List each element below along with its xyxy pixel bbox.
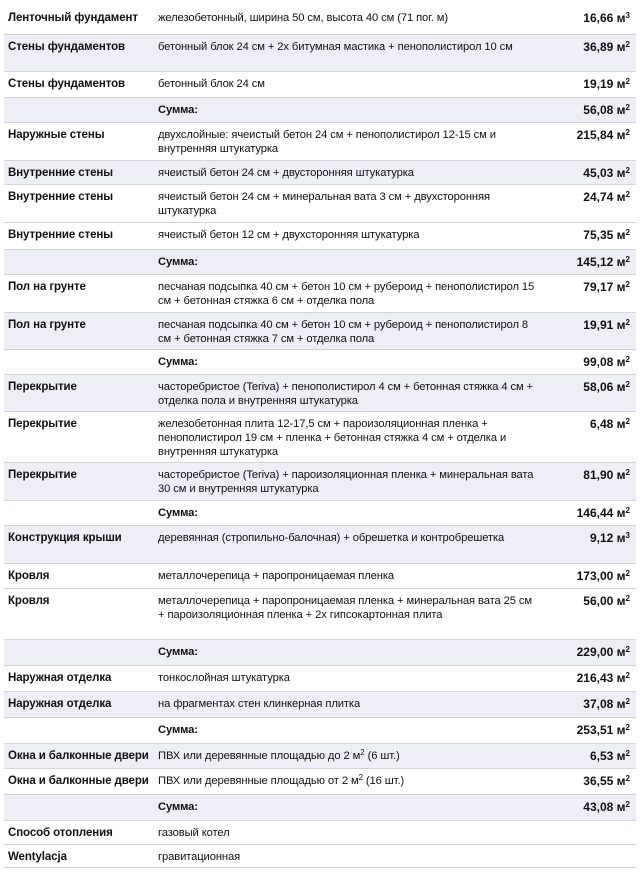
element-description xyxy=(158,128,536,156)
description-text: Сумма: xyxy=(158,104,198,116)
description-text: металлочерепица + паропроницаемая пленка + минеральная вата 25 см + пароизоляционная пленка + 2х гипсокартонная плита xyxy=(158,595,532,621)
quantity-unit: м xyxy=(616,40,626,54)
table-row xyxy=(4,564,636,589)
quantity-exponent: 2 xyxy=(625,774,630,783)
quantity-unit: м xyxy=(616,280,626,294)
quantity-number: 16,66 xyxy=(583,11,614,25)
table-row xyxy=(4,123,636,161)
table-row xyxy=(4,526,636,564)
quantity-number: 58,06 xyxy=(583,380,614,394)
quantity-value xyxy=(577,645,630,659)
sum-label xyxy=(158,645,536,659)
element-description xyxy=(158,318,536,346)
quantity-unit: м xyxy=(616,103,626,117)
description-text: на фрагментах стен клинкерная плитка xyxy=(158,698,361,710)
quantity-value xyxy=(583,774,630,788)
sum-label xyxy=(158,723,536,737)
quantity-number: 36,55 xyxy=(583,774,614,788)
table-row xyxy=(4,375,636,412)
quantity-value xyxy=(583,800,630,814)
quantity-number: 43,08 xyxy=(583,800,614,814)
quantity-exponent: 3 xyxy=(625,11,630,20)
quantity-exponent: 2 xyxy=(625,697,630,706)
table-row xyxy=(4,161,636,185)
quantity-value xyxy=(583,166,630,180)
description-text: деревянная (стропильно-балочная) + обрешетка и контробрешетка xyxy=(158,532,505,544)
quantity-number: 81,90 xyxy=(583,468,614,482)
description-text: бетонный блок 24 см + 2х битумная мастика + пенополистирол 10 см xyxy=(158,41,513,53)
description-text: песчаная подсыпка 40 см + бетон 10 см + рубероид + пенополистирол 8 см + бетонная стяжка 7 см + отделка пола xyxy=(158,319,529,345)
quantity-exponent: 2 xyxy=(625,645,630,654)
quantity-exponent: 2 xyxy=(625,228,630,237)
description-text: железобетонная плита 12-17,5 см + пароизоляционная пленка + пенополистирол 19 см + пленка + бетонная стяжка 4 см + отделка и внутренняя штукатурка xyxy=(158,418,507,458)
description-text: двухслойные: ячеистый бетон 24 см + пенополистирол 12-15 см и внутренняя штукатурка xyxy=(158,129,496,155)
quantity-number: 79,17 xyxy=(583,280,614,294)
quantity-value xyxy=(583,280,630,294)
table-row xyxy=(4,744,636,769)
table-row xyxy=(4,185,636,223)
quantity-exponent: 2 xyxy=(625,166,630,175)
quantity-number: 173,00 xyxy=(576,569,614,583)
quantity-unit: м xyxy=(616,190,626,204)
element-description xyxy=(158,749,536,763)
table-row xyxy=(4,769,636,795)
sum-row xyxy=(4,250,636,275)
quantity-value xyxy=(583,11,630,25)
quantity-unit: м xyxy=(616,531,626,545)
quantity-unit: м xyxy=(616,645,626,659)
table-row xyxy=(4,313,636,350)
sum-label xyxy=(158,800,536,814)
element-description xyxy=(158,280,536,308)
quantity-exponent: 2 xyxy=(625,40,630,49)
description-text: газовый котел xyxy=(158,827,230,839)
quantity-exponent: 2 xyxy=(625,255,630,264)
quantity-value xyxy=(583,380,630,394)
element-name: Конструкция крыши xyxy=(8,532,122,544)
table-row xyxy=(4,35,636,72)
quantity-value xyxy=(583,318,630,332)
element-description xyxy=(158,850,536,864)
quantity-exponent: 2 xyxy=(625,723,630,732)
sum-label xyxy=(158,103,536,117)
element-description xyxy=(158,380,536,408)
description-text: тонкослойная штукатурка xyxy=(158,672,290,684)
quantity-value xyxy=(577,671,630,685)
element-name: Наружные стены xyxy=(8,129,105,141)
quantity-exponent: 2 xyxy=(625,190,630,199)
element-description xyxy=(158,11,536,25)
quantity-exponent: 2 xyxy=(625,671,630,680)
quantity-value xyxy=(583,594,630,608)
quantity-number: 6,48 xyxy=(589,417,614,431)
quantity-value xyxy=(583,77,630,91)
quantity-unit: м xyxy=(616,697,626,711)
quantity-unit: м xyxy=(616,671,626,685)
element-name: Ленточный фундамент xyxy=(8,12,138,24)
sum-row xyxy=(4,640,636,666)
element-name: Перекрытие xyxy=(8,381,77,393)
sum-row xyxy=(4,795,636,821)
table-row xyxy=(4,845,636,868)
element-name: Кровля xyxy=(8,570,50,582)
quantity-exponent: 2 xyxy=(625,128,630,137)
quantity-value xyxy=(577,723,630,737)
sum-row xyxy=(4,501,636,526)
description-tail: (6 шт.) xyxy=(364,750,400,762)
quantity-value xyxy=(590,749,630,763)
quantity-exponent: 2 xyxy=(625,569,630,578)
table-row xyxy=(4,6,636,35)
sum-label xyxy=(158,355,536,369)
element-name: Перекрытие xyxy=(8,469,77,481)
element-description xyxy=(158,671,536,685)
quantity-value xyxy=(590,417,630,431)
quantity-number: 56,08 xyxy=(583,103,614,117)
quantity-number: 37,08 xyxy=(583,697,614,711)
element-description xyxy=(158,531,536,545)
quantity-value xyxy=(577,506,630,520)
quantity-exponent: 2 xyxy=(625,800,630,809)
quantity-exponent: 2 xyxy=(625,355,630,364)
description-text: ячеистый бетон 24 см + двусторонняя штукатурка xyxy=(158,167,414,179)
description-exponent: 2 xyxy=(360,748,365,757)
table-row xyxy=(4,72,636,98)
element-description xyxy=(158,166,536,180)
element-name: Наружная отделка xyxy=(8,672,112,684)
description-text: Сумма: xyxy=(158,801,198,813)
quantity-unit: м xyxy=(616,380,626,394)
table-row xyxy=(4,275,636,313)
quantity-number: 253,51 xyxy=(576,723,614,737)
quantity-unit: м xyxy=(616,355,626,369)
description-text: ПВХ или деревянные площадью от 2 м xyxy=(158,775,359,787)
quantity-unit: м xyxy=(616,774,626,788)
sum-row xyxy=(4,718,636,744)
table-row xyxy=(4,223,636,250)
table-row xyxy=(4,589,636,640)
quantity-unit: м xyxy=(616,723,626,737)
quantity-number: 9,12 xyxy=(589,531,614,545)
quantity-number: 145,12 xyxy=(576,255,614,269)
description-text: металлочерепица + паропроницаемая пленка xyxy=(158,570,395,582)
quantity-number: 56,00 xyxy=(583,594,614,608)
quantity-value xyxy=(577,128,630,142)
description-text: Сумма: xyxy=(158,356,198,368)
quantity-exponent: 2 xyxy=(625,380,630,389)
element-description xyxy=(158,228,536,242)
quantity-unit: м xyxy=(616,506,626,520)
element-description xyxy=(158,468,536,496)
quantity-value xyxy=(590,531,630,545)
sum-row xyxy=(4,98,636,123)
quantity-number: 146,44 xyxy=(576,506,614,520)
element-description xyxy=(158,774,536,788)
quantity-value xyxy=(583,103,630,117)
quantity-value xyxy=(577,569,630,583)
quantity-number: 36,89 xyxy=(583,40,614,54)
description-tail: (16 шт.) xyxy=(362,775,405,787)
element-name: Кровля xyxy=(8,595,50,607)
element-description xyxy=(158,417,536,459)
quantity-unit: м xyxy=(616,594,626,608)
quantity-exponent: 2 xyxy=(625,417,630,426)
element-name: Внутренние стены xyxy=(8,167,113,179)
quantity-number: 99,08 xyxy=(583,355,614,369)
element-description xyxy=(158,77,536,91)
description-text: Сумма: xyxy=(158,646,198,658)
quantity-unit: м xyxy=(616,228,626,242)
quantity-unit: м xyxy=(616,77,626,91)
quantity-number: 75,35 xyxy=(583,228,614,242)
description-text: ячеистый бетон 12 см + двухсторонняя штукатурка xyxy=(158,229,420,241)
element-name: Wentylacja xyxy=(8,851,67,863)
quantity-number: 45,03 xyxy=(583,166,614,180)
quantity-exponent: 2 xyxy=(625,594,630,603)
table-row xyxy=(4,692,636,718)
quantity-number: 24,74 xyxy=(583,190,614,204)
quantity-exponent: 2 xyxy=(625,318,630,327)
quantity-number: 229,00 xyxy=(576,645,614,659)
element-description xyxy=(158,40,536,54)
quantity-value xyxy=(583,190,630,204)
description-text: песчаная подсыпка 40 см + бетон 10 см + рубероид + пенополистирол 15 см + бетонная стяжка 6 см + отделка пола xyxy=(158,281,535,307)
description-exponent: 2 xyxy=(358,773,363,782)
quantity-value xyxy=(577,255,630,269)
element-name: Наружная отделка xyxy=(8,698,112,710)
description-text: железобетонный, ширина 50 см, высота 40 см (71 пог. м) xyxy=(158,12,448,24)
quantity-number: 19,91 xyxy=(583,318,614,332)
table-row xyxy=(4,412,636,463)
quantity-exponent: 2 xyxy=(625,749,630,758)
element-description xyxy=(158,190,536,218)
quantity-number: 215,84 xyxy=(576,128,614,142)
element-name: Внутренние стены xyxy=(8,191,113,203)
sum-label xyxy=(158,255,536,269)
sum-label xyxy=(158,506,536,520)
element-name: Окна и балконные двери xyxy=(8,775,149,787)
element-name: Пол на грунте xyxy=(8,319,86,331)
description-text: Сумма: xyxy=(158,724,198,736)
table-row xyxy=(4,821,636,845)
quantity-exponent: 2 xyxy=(625,468,630,477)
quantity-exponent: 3 xyxy=(625,531,630,540)
element-name: Перекрытие xyxy=(8,418,77,430)
quantity-exponent: 2 xyxy=(625,506,630,515)
element-name: Внутренние стены xyxy=(8,229,113,241)
element-name: Стены фундаментов xyxy=(8,78,125,90)
quantity-exponent: 2 xyxy=(625,280,630,289)
quantity-value xyxy=(583,355,630,369)
quantity-unit: м xyxy=(616,318,626,332)
description-text: часторебристое (Teriva) + пароизоляционная пленка + минеральная вата 30 см и внутренняя штукатурка xyxy=(158,469,534,495)
quantity-unit: м xyxy=(616,166,626,180)
sum-row xyxy=(4,350,636,375)
quantity-exponent: 2 xyxy=(625,77,630,86)
quantity-unit: м xyxy=(616,128,626,142)
quantity-value xyxy=(583,228,630,242)
element-name: Способ отопления xyxy=(8,827,113,839)
description-text: бетонный блок 24 см xyxy=(158,78,265,90)
description-text: Сумма: xyxy=(158,256,198,268)
description-text: гравитационная xyxy=(158,851,241,863)
description-text: ячеистый бетон 24 см + минеральная вата 3 см + двухсторонняя штукатурка xyxy=(158,191,490,217)
quantity-unit: м xyxy=(616,468,626,482)
quantity-number: 19,19 xyxy=(583,77,614,91)
quantity-unit: м xyxy=(616,749,626,763)
element-name: Окна и балконные двери xyxy=(8,750,149,762)
description-text: ПВХ или деревянные площадью до 2 м xyxy=(158,750,361,762)
table-row xyxy=(4,666,636,692)
quantity-value xyxy=(583,468,630,482)
quantity-exponent: 2 xyxy=(625,103,630,112)
description-text: часторебристое (Teriva) + пенополистирол 4 см + бетонная стяжка 4 см + отделка пола и внутренняя штукатурка xyxy=(158,381,533,407)
element-description xyxy=(158,569,536,583)
quantity-unit: м xyxy=(616,417,626,431)
quantity-number: 6,53 xyxy=(589,749,614,763)
quantity-unit: м xyxy=(616,800,626,814)
element-description xyxy=(158,826,536,840)
quantity-value xyxy=(583,697,630,711)
table-row xyxy=(4,463,636,501)
quantity-number: 216,43 xyxy=(576,671,614,685)
element-name: Стены фундаментов xyxy=(8,41,125,53)
element-name: Пол на грунте xyxy=(8,281,86,293)
quantity-value xyxy=(583,40,630,54)
element-description xyxy=(158,594,536,622)
quantity-unit: м xyxy=(616,255,626,269)
element-description xyxy=(158,697,536,711)
quantity-unit: м xyxy=(616,569,626,583)
description-text: Сумма: xyxy=(158,507,198,519)
quantity-unit: м xyxy=(616,11,626,25)
